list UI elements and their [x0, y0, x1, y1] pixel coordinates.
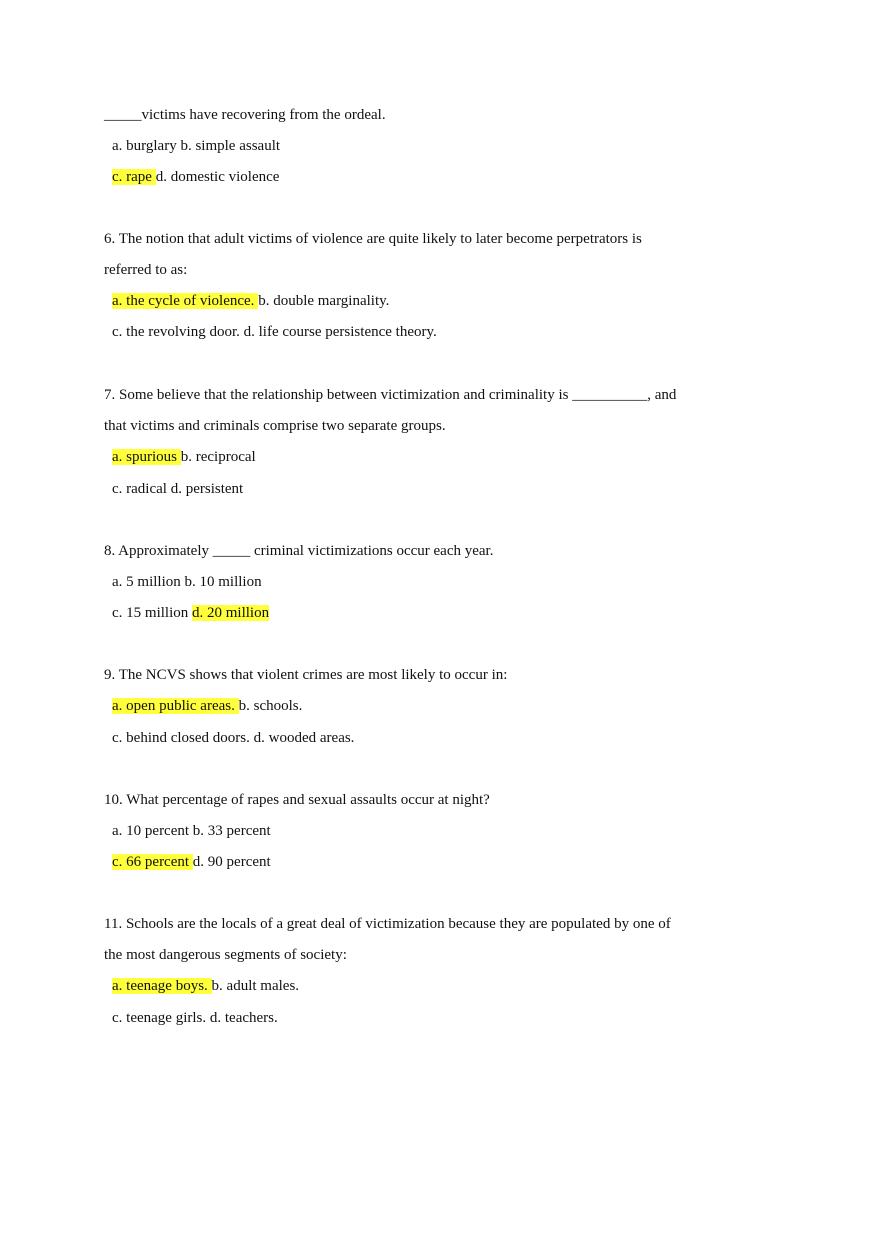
- question-5-options-row-2: [112, 729, 354, 747]
- answer-option: d. persistent: [170, 481, 244, 497]
- answer-option-highlighted: d. 20 million: [192, 605, 270, 621]
- question-6-stem-line-1: 10. What percentage of rapes and sexual assaults occur at night?: [104, 792, 490, 808]
- answer-option: b. 33 percent: [192, 823, 271, 839]
- answer-option: a. 5 million: [112, 574, 185, 590]
- answer-option: c. teenage girls.: [112, 1010, 210, 1026]
- answer-option-highlighted: c. rape: [112, 169, 156, 185]
- question-1-stem-line-1: _____victims have recovering from the ordeal.: [104, 107, 386, 123]
- question-6-options-row-2: [112, 853, 271, 871]
- question-2-stem-line-1: 6. The notion that adult victims of violence are quite likely to later become perpetrators is: [104, 231, 642, 247]
- answer-option: d. domestic violence: [155, 169, 280, 185]
- answer-option: b. adult males.: [211, 978, 300, 994]
- question-4-stem-line-1: 8. Approximately _____ criminal victimizations occur each year.: [104, 543, 494, 559]
- question-7-options-row-2: [112, 1009, 278, 1027]
- question-3-options-row-1: [112, 448, 256, 466]
- answer-option: c. radical: [112, 481, 171, 497]
- question-1-options-row-2: [112, 168, 279, 186]
- answer-option: a. burglary: [112, 138, 181, 154]
- answer-option: a. 10 percent: [112, 823, 193, 839]
- answer-option: b. reciprocal: [180, 449, 256, 465]
- answer-option: b. 10 million: [184, 574, 262, 590]
- question-4-options-row-1: [112, 573, 262, 591]
- answer-option: c. the revolving door.: [112, 324, 244, 340]
- answer-option-highlighted: a. teenage boys.: [112, 978, 212, 994]
- answer-option: d. wooded areas.: [253, 730, 355, 746]
- answer-option-highlighted: c. 66 percent: [112, 854, 193, 870]
- answer-option: d. 90 percent: [192, 854, 271, 870]
- answer-option: b. double marginality.: [258, 293, 390, 309]
- answer-option-highlighted: a. spurious: [112, 449, 181, 465]
- question-6-options-row-1: [112, 822, 271, 840]
- question-4-options-row-2: [112, 604, 269, 622]
- question-7-options-row-1: [112, 977, 299, 995]
- question-2-options-row-1: [112, 292, 389, 310]
- question-3-options-row-2: [112, 480, 243, 498]
- question-1-options-row-1: [112, 137, 280, 155]
- answer-option-highlighted: a. open public areas.: [112, 698, 239, 714]
- answer-option: c. 15 million: [112, 605, 192, 621]
- answer-option-highlighted: a. the cycle of violence.: [112, 293, 259, 309]
- answer-option: b. simple assault: [180, 138, 281, 154]
- question-2-options-row-2: [112, 323, 437, 341]
- answer-option: c. behind closed doors.: [112, 730, 254, 746]
- question-5-options-row-1: [112, 697, 302, 715]
- question-7-stem-line-2: the most dangerous segments of society:: [104, 947, 347, 963]
- question-3-stem-line-2: that victims and criminals comprise two separate groups.: [104, 418, 446, 434]
- question-3-stem-line-1: 7. Some believe that the relationship between victimization and criminality is __________, and: [104, 387, 677, 403]
- question-5-stem-line-1: 9. The NCVS shows that violent crimes are most likely to occur in:: [104, 667, 508, 683]
- answer-option: d. teachers.: [209, 1010, 278, 1026]
- question-2-stem-line-2: referred to as:: [104, 262, 188, 278]
- answer-option: d. life course persistence theory.: [243, 324, 437, 340]
- question-7-stem-line-1: 11. Schools are the locals of a great deal of victimization because they are populated by one of: [104, 916, 671, 932]
- answer-option: b. schools.: [238, 698, 303, 714]
